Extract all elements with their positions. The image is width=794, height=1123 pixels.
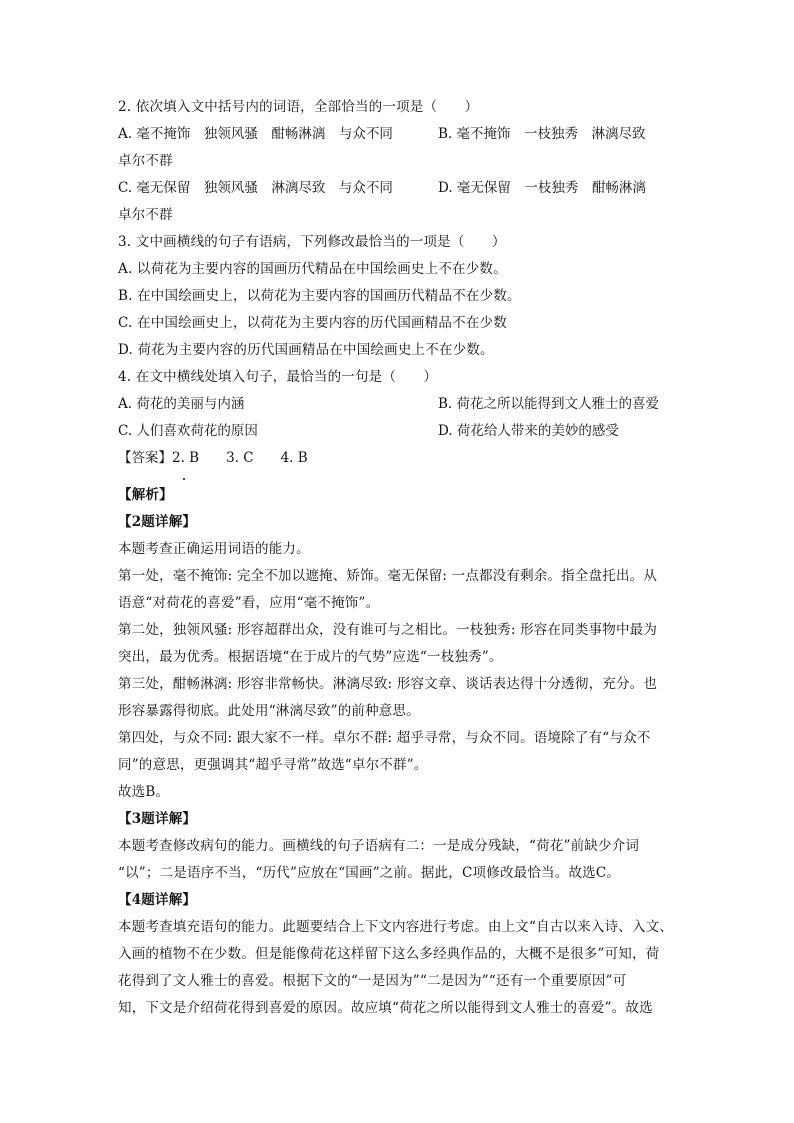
detail-2-line: 第一处，毫不掩饰: 完全不加以遮掩、矫饰。毫无保留: 一点都没有剩余。指全盘托出。从 xyxy=(118,568,658,584)
q4-option-c: C. 人们喜欢荷花的原因 xyxy=(118,423,258,439)
q2-option-b: B. 毫不掩饰 一枝独秀 淋漓尽致 xyxy=(438,126,646,142)
answer-line xyxy=(118,445,678,472)
analysis-title: 【解析】 xyxy=(118,487,173,503)
q2-option-d: D. 毫无保留 一枝独秀 酣畅淋漓 xyxy=(438,180,646,196)
detail-4-line: 花得到了文人雅士的喜爱。根据下文的“一是因为”“二是因为”“还有一个重要原因”可 xyxy=(118,973,627,989)
q3-option-d: D. 荷花为主要内容的历代国画精品在中国绘画史上不在少数。 xyxy=(118,342,494,358)
q4-option-d: D. 荷花给人带来的美妙的感受 xyxy=(438,423,619,439)
detail-4-title: 【4题详解】 xyxy=(118,892,197,908)
stray-dot xyxy=(183,478,185,480)
q3-option-a: A. 以荷花为主要内容的国画历代精品在中国绘画史上不在少数。 xyxy=(118,261,507,277)
detail-2-line: 语意“对荷花的喜爱”看，应用“毫不掩饰”。 xyxy=(118,595,380,611)
q2-option-b-continued: 卓尔不群 xyxy=(118,153,173,169)
q4-options-cd xyxy=(118,418,678,445)
q4-options-ab xyxy=(118,391,678,418)
q2-options-cd xyxy=(118,175,678,202)
q4-stem: 4. 在文中横线处填入句子，最恰当的一句是（ ） xyxy=(118,369,438,385)
q2-stem: 2. 依次填入文中括号内的词语，全部恰当的一项是（ ） xyxy=(118,99,479,115)
answer-tag: 【答案】 xyxy=(118,450,172,466)
detail-2-line: 第四处，与众不同: 跟大家不一样。卓尔不群: 超乎寻常，与众不同。语境除了有“与众不 xyxy=(118,730,651,746)
detail-2-line: 第三处，酣畅淋漓: 形容非常畅快。淋漓尽致: 形容文章、谈话表达得十分透彻，充分。也 xyxy=(118,676,658,692)
q4-option-a: A. 荷花的美丽与内涵 xyxy=(118,396,245,412)
q2-option-c: C. 毫无保留 独领风骚 淋漓尽致 与众不同 xyxy=(118,180,393,196)
detail-2-title: 【2题详解】 xyxy=(118,514,197,530)
q2-option-d-continued: 卓尔不群 xyxy=(118,207,173,223)
q3-stem: 3. 文中画横线的句子有语病，下列修改最恰当的一项是（ ） xyxy=(118,234,506,250)
document-page xyxy=(118,94,678,1022)
detail-4-line: 知，下文是介绍荷花得到喜爱的原因。故应填“荷花之所以能得到文人雅士的喜爱”。故选 xyxy=(118,1000,653,1016)
detail-3-title: 【3题详解】 xyxy=(118,811,197,827)
detail-3-line: “以”；二是语序不当，“历代”应放在“国画”之前。据此，C项修改最恰当。故选C。 xyxy=(118,865,621,881)
detail-4-line: 本题考查填充语句的能力。此题要结合上下文内容进行考虑。由上文“自古以来入诗、入文、 xyxy=(118,919,674,935)
detail-2-line: 突出，最为优秀。根据语境“在于成片的气势”应选“一枝独秀”。 xyxy=(118,649,503,665)
q3-option-c: C. 在中国绘画史上，以荷花为主要内容的历代国画精品不在少数 xyxy=(118,315,507,331)
detail-2-line: 本题考查正确运用词语的能力。 xyxy=(118,541,310,557)
answer-text: 2. B 3. C 4. B xyxy=(172,450,308,466)
q2-option-a: A. 毫不掩饰 独领风骚 酣畅淋漓 与众不同 xyxy=(118,126,393,142)
detail-2-line: 第二处，独领风骚: 形容超群出众，没有谁可与之相比。一枝独秀: 形容在同类事物中最为 xyxy=(118,622,658,638)
detail-2-line: 同”的意思，更强调其“超乎寻常”故选“卓尔不群”。 xyxy=(118,757,428,773)
q2-options-ab xyxy=(118,121,678,148)
detail-2-line: 形容暴露得彻底。此处用“淋漓尽致”的前种意思。 xyxy=(118,703,420,719)
detail-3-line: 本题考查修改病句的能力。画横线的句子语病有二：一是成分残缺，“荷花”前缺少介词 xyxy=(118,838,640,854)
detail-4-line: 入画的植物不在少数。但是能像荷花这样留下这么多经典作品的，大概不是很多”可知，荷 xyxy=(118,946,660,962)
q4-option-b: B. 荷花之所以能得到文人雅士的喜爱 xyxy=(438,396,660,412)
q3-option-b: B. 在中国绘画史上，以荷花为主要内容的国画历代精品不在少数。 xyxy=(118,288,521,304)
detail-2-line: 故选B。 xyxy=(118,784,170,800)
